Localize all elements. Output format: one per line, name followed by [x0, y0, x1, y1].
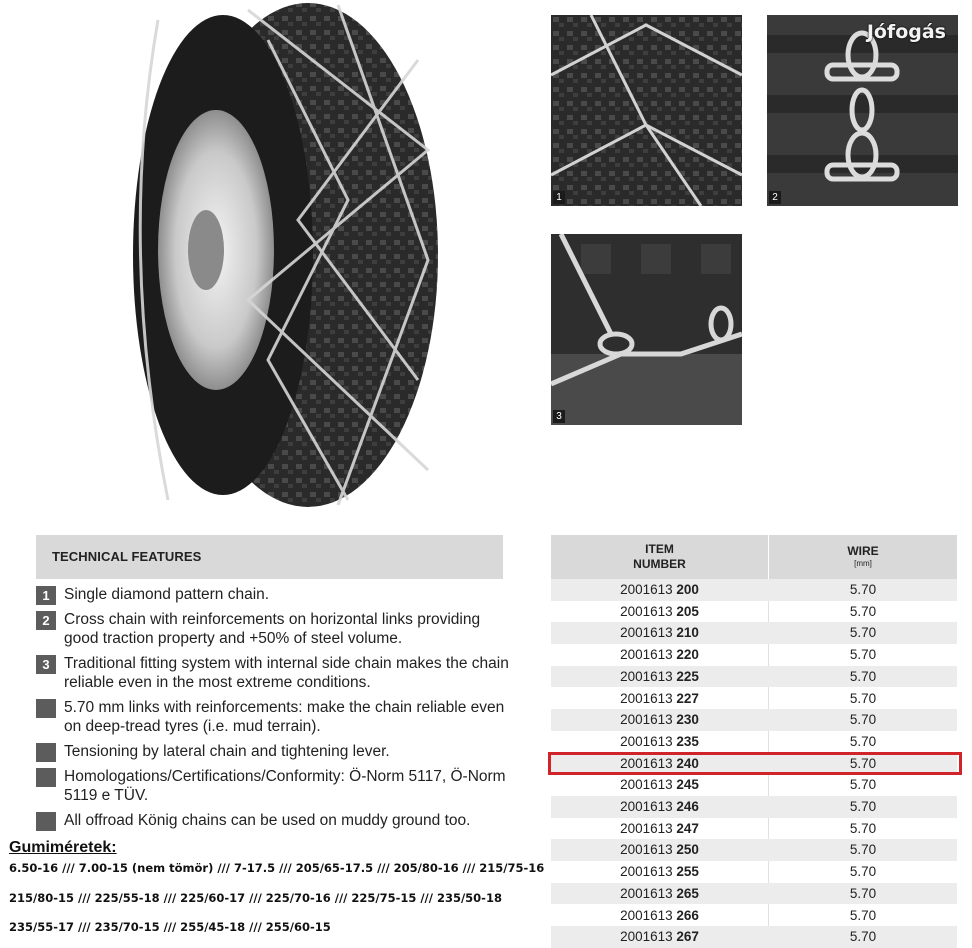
wire-header-label: WIRE: [847, 544, 879, 558]
tyre-sizes-title: Gumiméretek:: [9, 839, 117, 856]
main-tyre-photo: [98, 0, 448, 510]
item-suffix: 210: [676, 625, 699, 641]
item-number-cell: [551, 839, 768, 861]
table-row: [551, 883, 957, 905]
feature-badge: [36, 768, 56, 787]
wire-cell: 5.70: [849, 603, 877, 619]
table-row: [551, 905, 957, 927]
item-number-cell: [551, 666, 768, 688]
tyre-sizes-line: 215/80-15 /// 225/55-18 /// 225/60-17 /// 225/70-16 /// 225/75-15 /// 235/50-18: [9, 891, 502, 905]
item-number-cell: [551, 601, 768, 623]
wire-cell: 5.70: [849, 799, 877, 814]
item-number-cell: [551, 926, 768, 948]
item-prefix: 2001613: [620, 668, 673, 684]
highlighted-row-frame: [548, 752, 962, 775]
tyre-sizes-line: 235/55-17 /// 235/70-15 /// 255/45-18 /// 255/60-15: [9, 920, 331, 934]
item-prefix: 2001613: [620, 907, 673, 923]
table-row: [551, 601, 957, 623]
item-prefix: 2001613: [620, 799, 673, 814]
table-row: [551, 622, 957, 644]
feature-text: All offroad König chains can be used on muddy ground too.: [64, 812, 471, 829]
item-suffix: 230: [676, 712, 699, 728]
item-suffix: 246: [676, 799, 699, 814]
feature-text: Single diamond pattern chain.: [64, 586, 270, 603]
item-prefix: 2001613: [620, 864, 673, 880]
wire-cell: 5.70: [849, 733, 877, 749]
feature-badge: [36, 743, 56, 762]
wire-cell: 5.70: [849, 625, 877, 641]
feature-text: 5.70 mm links with reinforcements: make the chain reliable even on deep-tread tyres (i.e. mud terrain).: [64, 699, 505, 735]
wire-cell: 5.70: [849, 929, 877, 945]
feature-badge: [36, 812, 56, 831]
feature-badge: 3: [36, 655, 56, 674]
wire-cell: 5.70: [849, 820, 877, 836]
item-suffix: 240: [676, 755, 699, 771]
feature-badge: 1: [36, 586, 56, 605]
photo-number-1: 1: [553, 191, 565, 204]
item-prefix: 2001613: [620, 647, 673, 663]
item-prefix: 2001613: [620, 582, 673, 597]
item-suffix: 247: [676, 820, 699, 836]
item-number-cell: [551, 622, 768, 644]
table-row: [551, 688, 957, 710]
wire-cell: 5.70: [849, 712, 877, 728]
feature-text: Traditional fitting system with internal side chain makes the chain reliable even in the most extreme conditions.: [64, 655, 509, 691]
item-prefix: 2001613: [620, 690, 673, 706]
wire-cell: 5.70: [849, 755, 877, 771]
item-number-cell: [551, 905, 768, 927]
table-row: [551, 839, 957, 861]
item-prefix: 2001613: [620, 820, 673, 836]
table-row: [551, 796, 957, 818]
wire-cell: 5.70: [849, 668, 877, 684]
watermark: Jófogás: [866, 21, 946, 43]
item-header-line2: NUMBER: [633, 557, 686, 571]
item-suffix: 220: [676, 647, 699, 663]
item-number-cell: [551, 796, 768, 818]
item-number-cell: [551, 688, 768, 710]
wire-cell: 5.70: [849, 907, 877, 923]
item-number-cell: [551, 883, 768, 905]
feature-badge: [36, 699, 56, 718]
item-suffix: 245: [676, 777, 699, 793]
wire-header-unit: [mm]: [854, 559, 872, 568]
wire-cell: 5.70: [849, 842, 877, 858]
item-number-cell: [551, 709, 768, 731]
item-suffix: 227: [676, 690, 699, 706]
feature-badge: 2: [36, 611, 56, 630]
item-suffix: 265: [676, 885, 699, 901]
item-prefix: 2001613: [620, 885, 673, 901]
item-suffix: 267: [676, 929, 699, 945]
item-suffix: 250: [676, 842, 699, 858]
item-suffix: 266: [676, 907, 699, 923]
item-number-cell: [551, 579, 768, 601]
table-row: [551, 579, 957, 601]
detail-photo-1: [551, 15, 742, 206]
item-suffix: 200: [676, 582, 699, 597]
item-header-line1: ITEM: [645, 542, 674, 556]
item-number-cell: [551, 731, 768, 753]
item-suffix: 255: [676, 864, 699, 880]
wire-cell: 5.70: [849, 864, 877, 880]
table-row: [551, 644, 957, 666]
item-prefix: 2001613: [620, 755, 673, 771]
technical-features-header: TECHNICAL FEATURES: [36, 535, 503, 579]
item-prefix: 2001613: [620, 929, 673, 945]
detail-photo-2: [767, 15, 958, 206]
item-number-cell: [551, 861, 768, 883]
item-number-cell: [551, 774, 768, 796]
detail-photo-3: [551, 234, 742, 425]
item-prefix: 2001613: [620, 733, 673, 749]
item-prefix: 2001613: [620, 625, 673, 641]
feature-text: Homologations/Certifications/Conformity: Ö-Norm 5117, Ö-Norm 5119 e TÜV.: [64, 768, 506, 804]
item-prefix: 2001613: [620, 842, 673, 858]
item-prefix: 2001613: [620, 777, 673, 793]
feature-text: Tensioning by lateral chain and tightening lever.: [64, 743, 390, 760]
item-number-header: [551, 535, 768, 579]
item-suffix: 225: [676, 668, 699, 684]
table-row: [551, 731, 957, 753]
wire-cell: 5.70: [849, 647, 877, 663]
item-suffix: 205: [676, 603, 699, 619]
wire-header: [769, 535, 957, 579]
tyre-sizes-line: 6.50-16 /// 7.00-15 (nem tömör) /// 7-17.5 /// 205/65-17.5 /// 205/80-16 /// 215/75-16: [9, 861, 545, 875]
table-row: [551, 861, 957, 883]
table-row: [551, 709, 957, 731]
item-prefix: 2001613: [620, 603, 673, 619]
table-row: [551, 818, 957, 840]
table-row: [551, 774, 957, 796]
item-suffix: 235: [676, 733, 699, 749]
photo-number-2: 2: [769, 191, 781, 204]
item-prefix: 2001613: [620, 712, 673, 728]
table-row: [551, 926, 957, 948]
wire-cell: 5.70: [849, 582, 877, 597]
feature-text: Cross chain with reinforcements on horizontal links providing good traction property and +50% of steel volume.: [64, 611, 481, 647]
wire-cell: 5.70: [849, 885, 877, 901]
table-row: [551, 666, 957, 688]
photo-number-3: 3: [553, 410, 565, 423]
item-number-cell: [551, 818, 768, 840]
wire-cell: 5.70: [849, 690, 877, 706]
wire-cell: 5.70: [849, 777, 877, 793]
item-number-cell: [551, 644, 768, 666]
